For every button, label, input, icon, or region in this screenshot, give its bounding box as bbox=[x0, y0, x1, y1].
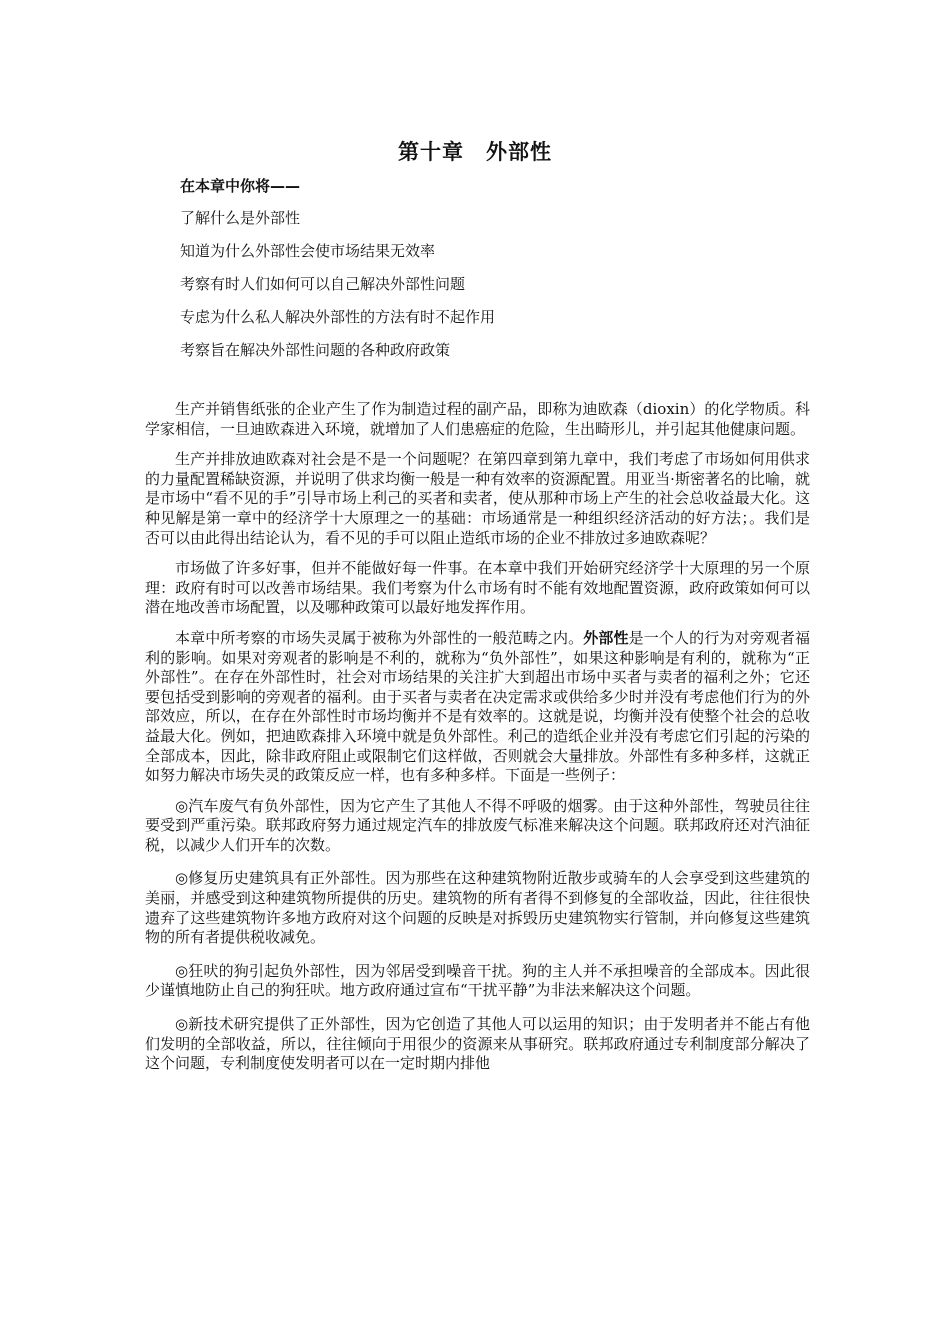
objective-item: 考察旨在解决外部性问题的各种政府政策 bbox=[180, 341, 451, 359]
paragraph-text: 本章中所考察的市场失灵属于被称为外部性的一般范畴之内。 bbox=[175, 628, 584, 647]
learning-objectives bbox=[180, 176, 820, 373]
objective-item: 了解什么是外部性 bbox=[180, 209, 301, 227]
objective-item: 专虑为什么私人解决外部性的方法有时不起作用 bbox=[180, 308, 496, 326]
chapter-title: 第十章 外部性 bbox=[398, 140, 552, 164]
example-auto-exhaust: ◎汽车废气有负外部性，因为它产生了其他人不得不呼吸的烟雾。由于这种外部性，驾驶员往往要受到严重污染。联邦政府努力通过规定汽车的排放废气标准来解决这个问题。联邦政府还对汽油征税，以减少人们开车的次数。 bbox=[145, 796, 810, 854]
paragraph-dioxin-intro: 生产并销售纸张的企业产生了作为制造过程的副产品，即称为迪欧森（dioxin）的化学物质。科学家相信，一旦迪欧森进入环境，就增加了人们患癌症的危险，生出畸形儿，并引起其他健康问题。 bbox=[145, 400, 810, 438]
objective-item: 知道为什么外部性会使市场结果无效率 bbox=[180, 242, 436, 260]
key-term: 外部性 bbox=[583, 628, 629, 647]
objective-item: 考察有时人们如何可以自己解决外部性问题 bbox=[180, 275, 466, 293]
chapter-body bbox=[145, 400, 810, 1088]
paragraph-invisible-hand: 生产并排放迪欧森对社会是不是一个问题呢？在第四章到第九章中，我们考虑了市场如何用供求的力量配置稀缺资源，并说明了供求均衡一般是一种有效率的资源配置。用亚当·斯密著名的比喻，就是市场中“看不见的手”引导市场上利己的买者和卖者，使从那种市场上产生的社会总收益最大化。这种见解是第一章中的经济学十大原理之一的基础：市场通常是一种组织经济活动的好方法；。我们是否可以由此得出结论认为，看不见的手可以阻止造纸市场的企业不排放过多迪欧森呢？ bbox=[145, 450, 810, 547]
example-historic-buildings: ◎修复历史建筑具有正外部性。因为那些在这种建筑物附近散步或骑车的人会享受到这些建筑的美丽，并感受到这种建筑物所提供的历史。建筑物的所有者得不到修复的全部收益，因此，往往很快遗弃了这些建筑物许多地方政府对这个问题的反映是对拆毁历史建筑物实行管制，并向修复这些建筑物的所有者提供税收减免。 bbox=[145, 869, 810, 947]
example-technology-research: ◎新技术研究提供了正外部性，因为它创造了其他人可以运用的知识；由于发明者并不能占有他们发明的全部收益，所以，往往倾向于用很少的资源来从事研究。联邦政府通过专利制度部分解决了这个问题，专利制度使发明者可以在一定时期内排他 bbox=[145, 1015, 810, 1073]
paragraph-externality-definition bbox=[145, 629, 810, 786]
objectives-heading: 在本章中你将—— bbox=[180, 177, 301, 195]
example-barking-dogs: ◎狂吠的狗引起负外部性，因为邻居受到噪音干扰。狗的主人并不承担噪音的全部成本。因此很少谨慎地防止自己的狗狂吠。地方政府通过宣布“干扰平静”为非法来解决这个问题。 bbox=[145, 961, 810, 1000]
paragraph-market-failure: 市场做了许多好事，但并不能做好每一件事。在本章中我们开始研究经济学十大原理的另一个原理：政府有时可以改善市场结果。我们考察为什么市场有时不能有效地配置资源，政府政策如何可以潜在地改善市场配置，以及哪种政策可以最好地发挥作用。 bbox=[145, 559, 810, 617]
paragraph-text: 是一个人的行为对旁观者福利的影响。如果对旁观者的影响是不利的，就称为“负外部性”，如果这种影响是有利的，就称为“正外部性”。在存在外部性时，社会对市场结果的关注扩大到超出市场中买者与卖者的福利之外；它还要包括受到影响的旁观者的福利。由于买者与卖者在决定需求或供给多少时并没有考虑他们行为的外部效应，所以，在存在外部性时市场均衡并不是有效率的。这就是说，均衡并没有使整个社会的总收益最大化。例如，把迪欧森排入环境中就是负外部性。利己的造纸企业并没有考虑它们引起的污染的全部成本，因此，除非政府阻止或限制它们这样做，否则就会大量排放。外部性有多种多样，这就正如努力解决市场失灵的政策反应一样，也有多种多样。下面是一些例子： bbox=[145, 628, 810, 785]
